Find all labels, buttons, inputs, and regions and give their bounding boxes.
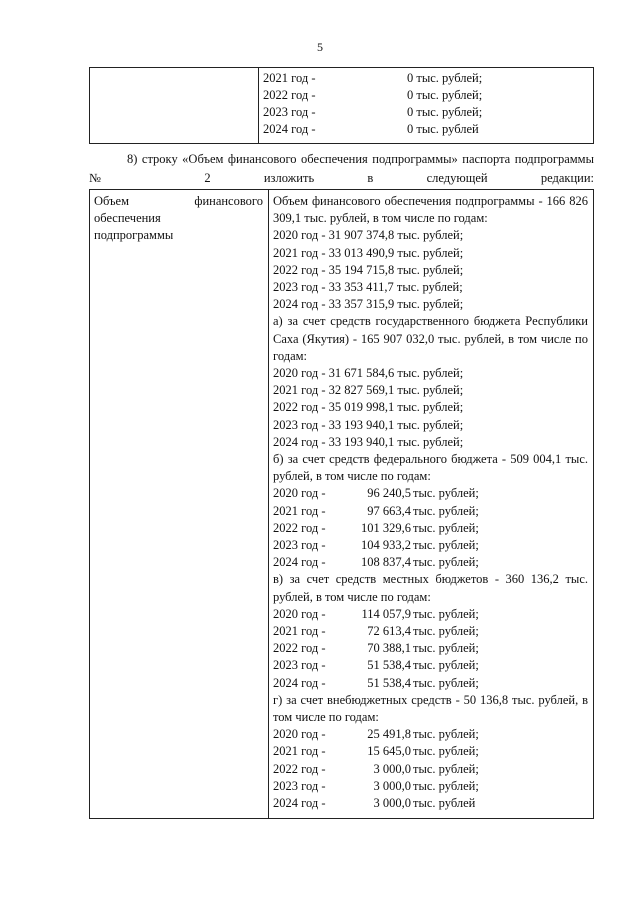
year-label: 2024 год - [273, 675, 326, 690]
local-year-row [273, 606, 588, 623]
year-label: 2022 год - [273, 641, 326, 656]
year-label: 2023 год - [263, 105, 316, 119]
unit: тыс. рублей; [413, 778, 479, 793]
amount: 3 000,0 [373, 795, 411, 810]
local-year-row [273, 640, 588, 657]
total-year-line: 2022 год - 35 194 715,8 тыс. рублей; [273, 262, 464, 277]
state-budget-year-line: 2024 год - 33 193 940,1 тыс. рублей; [273, 434, 464, 449]
unit: тыс. рублей; [413, 727, 479, 742]
amount: 3 000,0 [373, 778, 411, 793]
unit: тыс. рублей; [413, 555, 479, 570]
amount: 51 538,4 [367, 658, 411, 673]
unit: тыс. рублей; [413, 486, 479, 501]
local-year-row [273, 623, 588, 640]
unit: тыс. рублей; [413, 623, 479, 638]
state-budget-paragraph: а) за счет средств государственного бюджета Республики Саха (Якутия) - 165 907 032,0 тыс. рублей, в том числе по годам: [273, 314, 588, 363]
unit: тыс. рублей; [413, 606, 479, 621]
year-value: 0 тыс. рублей; [407, 88, 483, 102]
left-heading-line [94, 193, 263, 210]
year-label: 2020 год - [273, 727, 326, 742]
amount: 104 933,2 [361, 538, 411, 553]
unit: тыс. рублей; [413, 520, 479, 535]
unit: тыс. рублей; [413, 641, 479, 656]
year-label: 2023 год - [273, 778, 326, 793]
unit: тыс. рублей [413, 795, 476, 810]
federal-year-row [273, 485, 588, 502]
top-year-row [263, 121, 589, 138]
amount: 51 538,4 [367, 675, 411, 690]
financing-table [89, 189, 594, 819]
year-label: 2024 год - [273, 795, 326, 810]
total-year-line: 2020 год - 31 907 374,8 тыс. рублей; [273, 228, 464, 243]
year-label: 2022 год - [273, 520, 326, 535]
amount: 25 491,8 [367, 727, 411, 742]
amount: 97 663,4 [367, 503, 411, 518]
amount: 72 613,4 [367, 623, 411, 638]
unit: тыс. рублей; [413, 538, 479, 553]
year-label: 2021 год - [273, 744, 326, 759]
federal-year-row [273, 537, 588, 554]
state-budget-year-line: 2022 год - 35 019 998,1 тыс. рублей; [273, 400, 464, 415]
unit: тыс. рублей; [413, 658, 479, 673]
amount: 3 000,0 [373, 761, 411, 776]
left-heading-line: обеспечения [94, 211, 161, 225]
local-year-row [273, 657, 588, 674]
unit: тыс. рублей; [413, 744, 479, 759]
extra-budgetary-year-row [273, 726, 588, 743]
amount: 101 329,6 [361, 520, 411, 535]
extra-budgetary-year-row [273, 743, 588, 760]
local-budget-paragraph: в) за счет средств местных бюджетов - 360 136,2 тыс. рублей, в том числе по годам: [273, 572, 588, 604]
top-table [89, 67, 594, 144]
state-budget-year-line: 2021 год - 32 827 569,1 тыс. рублей; [273, 383, 464, 398]
year-label: 2024 год - [273, 555, 326, 570]
federal-budget-paragraph: б) за счет средств федерального бюджета - 509 004,1 тыс. рублей, в том числе по годам: [273, 452, 588, 484]
extra-budgetary-year-row [273, 761, 588, 778]
amount: 70 388,1 [367, 641, 411, 656]
year-label: 2020 год - [273, 486, 326, 501]
top-table-right-cell [259, 68, 594, 144]
state-budget-year-line: 2023 год - 33 193 940,1 тыс. рублей; [273, 417, 464, 432]
state-budget-year-line: 2020 год - 31 671 584,6 тыс. рублей; [273, 366, 464, 381]
financing-table-right-cell [269, 190, 594, 819]
federal-year-row [273, 520, 588, 537]
amount: 108 837,4 [361, 555, 411, 570]
year-label: 2023 год - [273, 658, 326, 673]
year-label: 2021 год - [263, 71, 316, 85]
intro-text: 8) строку «Объем финансового обеспечения подпрограммы» паспорта подпрограммы № 2 изложить в следующей редакции: [89, 152, 594, 185]
top-year-row [263, 87, 589, 104]
unit: тыс. рублей; [413, 503, 479, 518]
top-table-left-cell [90, 68, 259, 144]
extra-budgetary-paragraph: г) за счет внебюджетных средств - 50 136,8 тыс. рублей, в том числе по годам: [273, 692, 588, 724]
year-label: 2024 год - [263, 122, 316, 136]
extra-budgetary-year-row [273, 778, 588, 795]
federal-year-row [273, 554, 588, 571]
total-year-line: 2024 год - 33 357 315,9 тыс. рублей; [273, 297, 464, 312]
left-heading-word: финансового [194, 194, 263, 208]
top-year-row [263, 104, 589, 121]
year-value: 0 тыс. рублей; [407, 71, 483, 85]
left-heading-line: подпрограммы [94, 228, 174, 242]
total-year-line: 2023 год - 33 353 411,7 тыс. рублей; [273, 280, 463, 295]
top-year-row [263, 70, 589, 87]
unit: тыс. рублей; [413, 675, 479, 690]
amount: 114 057,9 [361, 606, 411, 621]
federal-year-row [273, 503, 588, 520]
year-label: 2022 год - [263, 88, 316, 102]
amount: 96 240,5 [367, 486, 411, 501]
page-number: 5 [317, 40, 323, 54]
total-year-line: 2021 год - 33 013 490,9 тыс. рублей; [273, 245, 464, 260]
year-label: 2021 год - [273, 503, 326, 518]
total-paragraph: Объем финансового обеспечения подпрограммы - 166 826 309,1 тыс. рублей, в том числе по годам: [273, 194, 588, 226]
local-year-row [273, 675, 588, 692]
left-heading-word: Объем [94, 194, 129, 208]
financing-table-left-cell [90, 190, 269, 819]
extra-budgetary-year-row [273, 795, 588, 812]
year-label: 2022 год - [273, 761, 326, 776]
amount: 15 645,0 [367, 744, 411, 759]
year-label: 2020 год - [273, 606, 326, 621]
year-value: 0 тыс. рублей; [407, 105, 483, 119]
year-label: 2023 год - [273, 538, 326, 553]
unit: тыс. рублей; [413, 761, 479, 776]
year-label: 2021 год - [273, 623, 326, 638]
year-value: 0 тыс. рублей [407, 122, 479, 136]
